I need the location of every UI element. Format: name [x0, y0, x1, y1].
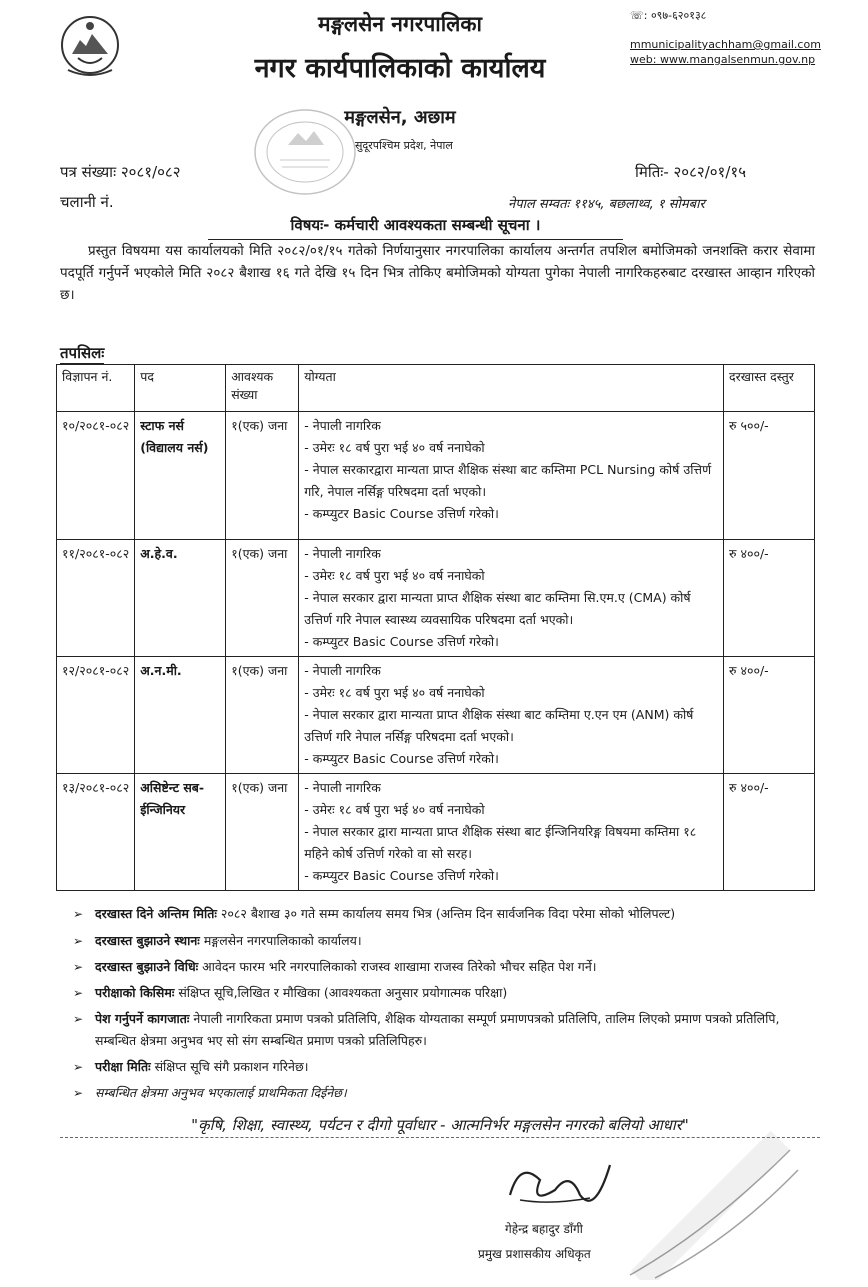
note-item	[73, 930, 815, 952]
col-fee: दरखास्त दस्तुर	[724, 365, 815, 412]
qualification-item: - नेपाली नागरिक	[304, 780, 381, 795]
note-text: सम्बन्धित क्षेत्रमा अनुभव भएकालाई प्राथमिकता दिईनेछ।	[95, 1085, 347, 1100]
cell-count: १(एक) जना	[226, 540, 299, 657]
office-location: मङ्गलसेन, अछाम	[344, 107, 456, 128]
note-item	[73, 1082, 815, 1104]
qualification-item: - कम्प्युटर Basic Course उत्तिर्ण गरेको।	[304, 634, 499, 649]
cell-ad-no: १०/२०८१-०८२	[57, 412, 135, 540]
nepal-samvat-date: नेपाल सम्वतः ११४५, बछलाथ्व, १ सोमबार	[508, 197, 705, 212]
qualification-item: - नेपाल सरकार द्वारा मान्यता प्राप्त शैक्षिक संस्था बाट कम्तिमा सि.एम.ए (CMA) कोर्ष उत्तिर्ण गरि नेपाल स्वास्थ्य व्यवसायिक परिषदमा दर्ता भएको।	[304, 590, 691, 627]
note-text: मङ्गलसेन नगरपालिकाको कार्यालय।	[203, 933, 362, 948]
cell-post: असिष्टेन्ट सब-ईन्जिनियर	[135, 774, 226, 891]
contact-block	[630, 8, 821, 67]
note-item	[73, 982, 815, 1004]
slogan: "कृषि, शिक्षा, स्वास्थ्य, पर्यटन र दीगो पूर्वाधार - आत्मनिर्भर मङ्गलसेन नगरको बलियो आधार"	[60, 1115, 820, 1138]
note-label: दरखास्त बुझाउने स्थानः	[95, 933, 200, 948]
cell-qualification	[299, 540, 724, 657]
province-label: सुदूरपश्चिम प्रदेश, नेपाल	[355, 139, 453, 152]
qualification-item: - उमेरः १८ वर्ष पुरा भई ४० वर्ष ननाघेको	[304, 568, 485, 583]
arrow-bullet-icon: ➢	[73, 1012, 84, 1026]
office-stamp	[250, 105, 360, 200]
table-row	[57, 540, 815, 657]
cell-post: अ.न.मी.	[135, 657, 226, 774]
cell-ad-no: ११/२०८१-०८२	[57, 540, 135, 657]
signatory-title: प्रमुख प्रशासकीय अधिकृत	[478, 1247, 591, 1261]
email-link[interactable]: mmunicipalityachham@gmail.com	[630, 38, 821, 51]
website-link[interactable]: web: www.mangalsenmun.gov.np	[630, 53, 816, 66]
qualification-item: - उमेरः १८ वर्ष पुरा भई ४० वर्ष ननाघेको	[304, 440, 485, 455]
qualification-item: - नेपाली नागरिक	[304, 418, 381, 433]
notice-body: प्रस्तुत विषयमा यस कार्यालयको मिति २०८२/०१/१५ गतेको निर्णयानुसार नगरपालिका कार्यालय अन्तर्गत तपशिल बमोजिमको जनशक्ति करार सेवामा पदपूर्ति गर्नुपर्ने भएकोले मिति २०८२ बैशाख १६ गते देखि १५ दिन भित्र तोकिए बमोजिमको योग्यता पुगेका नेपाली नागरिकहरुबाट दरखास्त आव्हान गरिएको छ।	[60, 243, 815, 303]
letter-date: मितिः- २०८२/०१/१५	[635, 163, 747, 181]
qualification-item: - कम्प्युटर Basic Course उत्तिर्ण गरेको।	[304, 868, 499, 883]
cell-post: अ.हे.व.	[135, 540, 226, 657]
arrow-bullet-icon: ➢	[73, 1060, 84, 1074]
qualification-item: - उमेरः १८ वर्ष पुरा भई ४० वर्ष ननाघेको	[304, 685, 485, 700]
note-item	[73, 903, 815, 925]
table-row	[57, 774, 815, 891]
qualification-item: - नेपाल सरकार द्वारा मान्यता प्राप्त शैक्षिक संस्था बाट कम्तिमा ए.एन एम (ANM) कोर्ष उत्तिर्ण गरि नेपाल नर्सिङ्ग परिषदमा दर्ता भएको।	[304, 707, 694, 744]
arrow-bullet-icon: ➢	[73, 1086, 84, 1100]
cell-fee: रु ४००/-	[724, 540, 815, 657]
cell-qualification	[299, 657, 724, 774]
dispatch-number: चलानी नं.	[60, 193, 114, 211]
cell-fee: रु ४००/-	[724, 774, 815, 891]
table-row	[57, 657, 815, 774]
vacancy-table	[56, 364, 815, 891]
col-count: आवश्यक संख्या	[226, 365, 299, 412]
qualification-item: - कम्प्युटर Basic Course उत्तिर्ण गरेको।	[304, 506, 499, 521]
note-label: परीक्षा मितिः	[95, 1059, 151, 1074]
note-label: परीक्षाको किसिमः	[95, 985, 175, 1000]
table-header-row	[57, 365, 815, 412]
note-item	[73, 1008, 815, 1052]
note-text: संक्षिप्त सूचि संगै प्रकाशन गरिनेछ।	[154, 1059, 309, 1074]
col-ad-no: विज्ञापन नं.	[57, 365, 135, 412]
cell-fee: रु ५००/-	[724, 412, 815, 540]
signature-mark	[500, 1150, 620, 1220]
signatory-name: गेहेन्द्र बहादुर डाँगी	[505, 1222, 583, 1236]
arrow-bullet-icon: ➢	[73, 960, 84, 974]
cell-ad-no: १२/२०८१-०८२	[57, 657, 135, 774]
qualification-item: - नेपाली नागरिक	[304, 663, 381, 678]
nepal-emblem-logo	[58, 10, 122, 80]
table-row	[57, 412, 815, 540]
letter-number: पत्र संख्याः २०८१/०८२	[60, 163, 181, 181]
office-title: नगर कार्यपालिकाको कार्यालय	[254, 53, 546, 84]
note-text: संक्षिप्त सूचि,लिखित र मौखिका (आवश्यकता अनुसार प्रयोगात्मक परिक्षा)	[178, 985, 508, 1000]
note-label: पेश गर्नुपर्ने कागजातः	[95, 1011, 190, 1026]
arrow-bullet-icon: ➢	[73, 934, 84, 948]
qualification-item: - नेपाल सरकार द्वारा मान्यता प्राप्त शैक्षिक संस्था बाट ईन्जिनियरिङ्ग विषयमा कम्तिमा १८ महिने कोर्ष उत्तिर्ण गरेको वा सो सरह।	[304, 824, 697, 861]
note-text: २०८२ बैशाख ३० गते सम्म कार्यालय समय भित्र (अन्तिम दिन सार्वजनिक विदा परेमा सोको भोलिपल्ट)	[220, 906, 676, 921]
arrow-bullet-icon: ➢	[73, 986, 84, 1000]
qualification-item: - नेपाल सरकारद्वारा मान्यता प्राप्त शैक्षिक संस्था बाट कम्तिमा PCL Nursing कोर्ष उत्तिर्ण गरि, नेपाल नर्सिङ्ग परिषदमा दर्ता भएको।	[304, 462, 712, 499]
qualification-item: - नेपाली नागरिक	[304, 546, 381, 561]
cell-ad-no: १३/२०८१-०८२	[57, 774, 135, 891]
cell-count: १(एक) जना	[226, 657, 299, 774]
arrow-bullet-icon: ➢	[73, 907, 84, 921]
note-label: दरखास्त दिने अन्तिम मितिः	[95, 906, 217, 921]
note-text: आवेदन फारम भरि नगरपालिकाको राजस्व शाखामा राजस्व तिरेको भौचर सहित पेश गर्ने।	[202, 959, 597, 974]
details-label: तपसिलः	[60, 344, 105, 362]
note-item	[73, 1056, 815, 1078]
qualification-item: - कम्प्युटर Basic Course उत्तिर्ण गरेको।	[304, 751, 499, 766]
cell-count: १(एक) जना	[226, 774, 299, 891]
cell-fee: रु ४००/-	[724, 657, 815, 774]
cell-qualification	[299, 774, 724, 891]
cell-post: स्टाफ नर्स (विद्यालय नर्स)	[135, 412, 226, 540]
col-post: पद	[135, 365, 226, 412]
col-qualification: योग्यता	[299, 365, 724, 412]
phone-number: ☏: ०९७-६२०१३८	[630, 9, 707, 22]
note-label: दरखास्त बुझाउने विधिः	[95, 959, 199, 974]
cell-count: १(एक) जना	[226, 412, 299, 540]
municipality-name: मङ्गलसेन नगरपालिका	[318, 12, 482, 36]
note-text: नेपाली नागरिकता प्रमाण पत्रको प्रतिलिपि, शैक्षिक योग्यताका सम्पूर्ण प्रमाणपत्रको प्रतिलिपि, तालिम लिएको प्रमाण पत्रको प्रतिलिपि, सम्बन्धित क्षेत्रमा अनुभव भए सो संग सम्बन्धित प्रमाण पत्रको प्रतिलिपिहरु।	[95, 1011, 780, 1048]
subject-line: विषयः- कर्मचारी आवश्यकता सम्बन्धी सूचना ।	[208, 215, 623, 240]
note-item	[73, 956, 815, 978]
qualification-item: - उमेरः १८ वर्ष पुरा भई ४० वर्ष ननाघेको	[304, 802, 485, 817]
cell-qualification	[299, 412, 724, 540]
